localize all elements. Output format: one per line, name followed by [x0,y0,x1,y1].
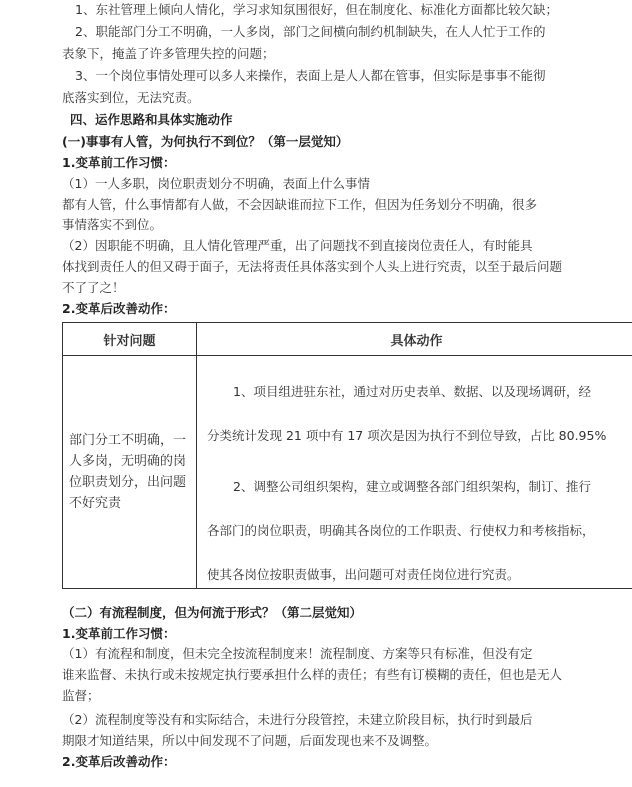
paragraph-line: 不了了之！ [62,280,125,295]
paragraph-line: （2）流程制度等没有和实际结合，未进行分段管控，未建立阶段目标，执行时到最后 [62,712,533,727]
table-header-cell: 具体动作 [197,323,632,356]
paragraph-line: 3、一个岗位事情处理可以多人来操作，表面上是人人都在管事，但实际是事事不能彻 [75,68,546,83]
paragraph-line: 体找到责任人的但又碍于面子，无法将责任具体落实到个人头上进行究责，以至于最后问题 [62,259,563,274]
action-line: 1、项目组进驻东社，通过对历史表单、数据、以及现场调研，经 [233,384,591,399]
paragraph-line: （2）因职能不明确，且人情化管理严重，出了问题找不到直接岗位责任人，有时能具 [62,238,533,253]
item-heading: 1.变革前工作习惯： [62,626,176,641]
table-row [63,356,632,589]
paragraph-line: （1）有流程和制度，但未完全按流程制度来！流程制度、方案等只有标准，但没有定 [62,646,533,661]
item-heading: 2.变革后改善动作： [62,754,176,769]
paragraph-line: 都有人管，什么事情都有人做，不会因缺谁而拉下工作，但因为任务划分不明确，很多 [62,197,538,212]
item-heading: 2.变革后改善动作： [62,301,176,316]
paragraph-line: 1、东社管理上倾向人情化，学习求知氛围很好，但在制度化、标准化方面都比较欠缺； [75,2,558,17]
subsection-heading: （二）有流程制度，但为何流于形式？（第二层觉知） [62,605,363,620]
action-table [62,322,632,589]
section-heading: 四、运作思路和具体实施动作 [70,112,233,127]
paragraph-line: 谁来监督、未执行或未按规定执行要承担什么样的责任；有些有订模糊的责任，但也是无人 [62,667,563,682]
actions-cell [197,356,632,589]
problem-cell: 部门分工不明确，一人多岗，无明确的岗位职责划分，出问题不好究责 [63,356,197,589]
table-header-row [63,323,632,356]
item-heading: 1.变革前工作习惯： [62,155,176,170]
table-header-cell: 针对问题 [63,323,197,356]
paragraph-line: 底落实到位，无法究责。 [62,90,200,105]
paragraph-line: 表象下，掩盖了许多管理失控的问题； [62,46,275,61]
paragraph-line: 监督； [62,688,100,703]
action-line: 各部门的岗位职责，明确其各岗位的工作职责、行使权力和考核指标， [207,523,595,538]
paragraph-line: 期限才知道结果，所以中间发现不了问题，后面发现也来不及调整。 [62,733,438,748]
action-line: 分类统计发现 21 项中有 17 项次是因为执行不到位导致，占比 80.95% [207,428,607,443]
subsection-heading: (一)事事有人管，为何执行不到位？（第一层觉知） [62,134,349,149]
paragraph-line: （1）一人多职，岗位职责划分不明确，表面上什么事情 [62,176,370,191]
paragraph-line: 2、职能部门分工不明确，一人多岗，部门之间横向制约机制缺失，在人人忙于工作的 [75,24,546,39]
action-line: 使其各岗位按职责做事，出问题可对责任岗位进行究责。 [207,567,520,582]
action-line: 2、调整公司组织架构，建立或调整各部门组织架构，制订、推行 [233,479,591,494]
paragraph-line: 事情落实不到位。 [62,217,163,232]
